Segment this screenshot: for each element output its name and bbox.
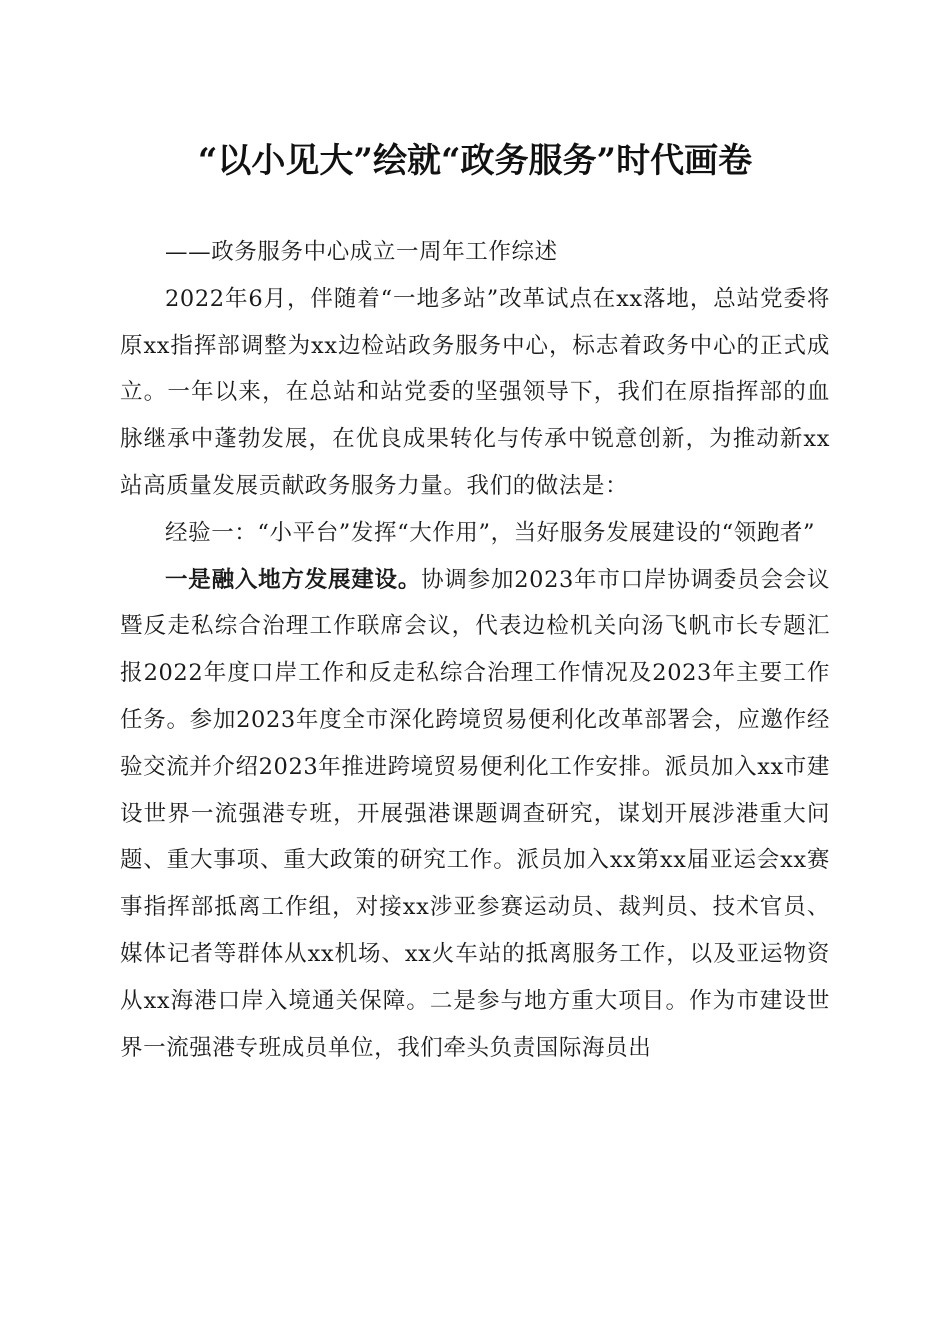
document-title: “以小见大”绘就“政务服务”时代画卷 [197, 141, 753, 181]
subtitle: ——政务服务中心成立一周年工作综述 [165, 239, 558, 265]
document-body [120, 229, 830, 1071]
paragraph-1-body: 协调参加2023年市口岸协调委员会会议暨反走私综合治理工作联席会议，代表边检机关向汤飞帆市长专题汇报2022年度口岸工作和反走私综合治理工作情况及2023年主要工作任务。参加2023年度全市深化跨境贸易便利化改革部署会，应邀作经验交流并介绍2023年推进跨境贸易便利化工作安排。派员加入xx市建设世界一流强港专班，开展强港课题调查研究，谋划开展涉港重大问题、重大事项、重大政策的研究工作。派员加入xx第xx届亚运会xx赛事指挥部抵离工作组，对接xx涉亚参赛运动员、裁判员、技术官员、媒体记者等群体从xx机场、xx火车站的抵离服务工作，以及亚运物资从xx海港口岸入境通关保障。二是参与地方重大项目。作为市建设世界一流强港专班成员单位，我们牵头负责国际海员出 [120, 566, 830, 1061]
intro-paragraph: 2022年6月，伴随着“一地多站”改革试点在xx落地，总站党委将原xx指挥部调整为xx边检站政务服务中心，标志着政务中心的正式成立。一年以来，在总站和站党委的坚强领导下，我们在原指挥部的血脉继承中蓬勃发展，在优良成果转化与传承中锐意创新，为推动新xx站高质量发展贡献政务服务力量。我们的做法是： [120, 285, 830, 499]
paragraph-1 [120, 557, 830, 1072]
paragraph-1-lead: 一是融入地方发展建设。 [165, 566, 422, 593]
experience-heading: 经验一：“小平台”发挥“大作用”，当好服务发展建设的“领跑者” [165, 519, 816, 546]
